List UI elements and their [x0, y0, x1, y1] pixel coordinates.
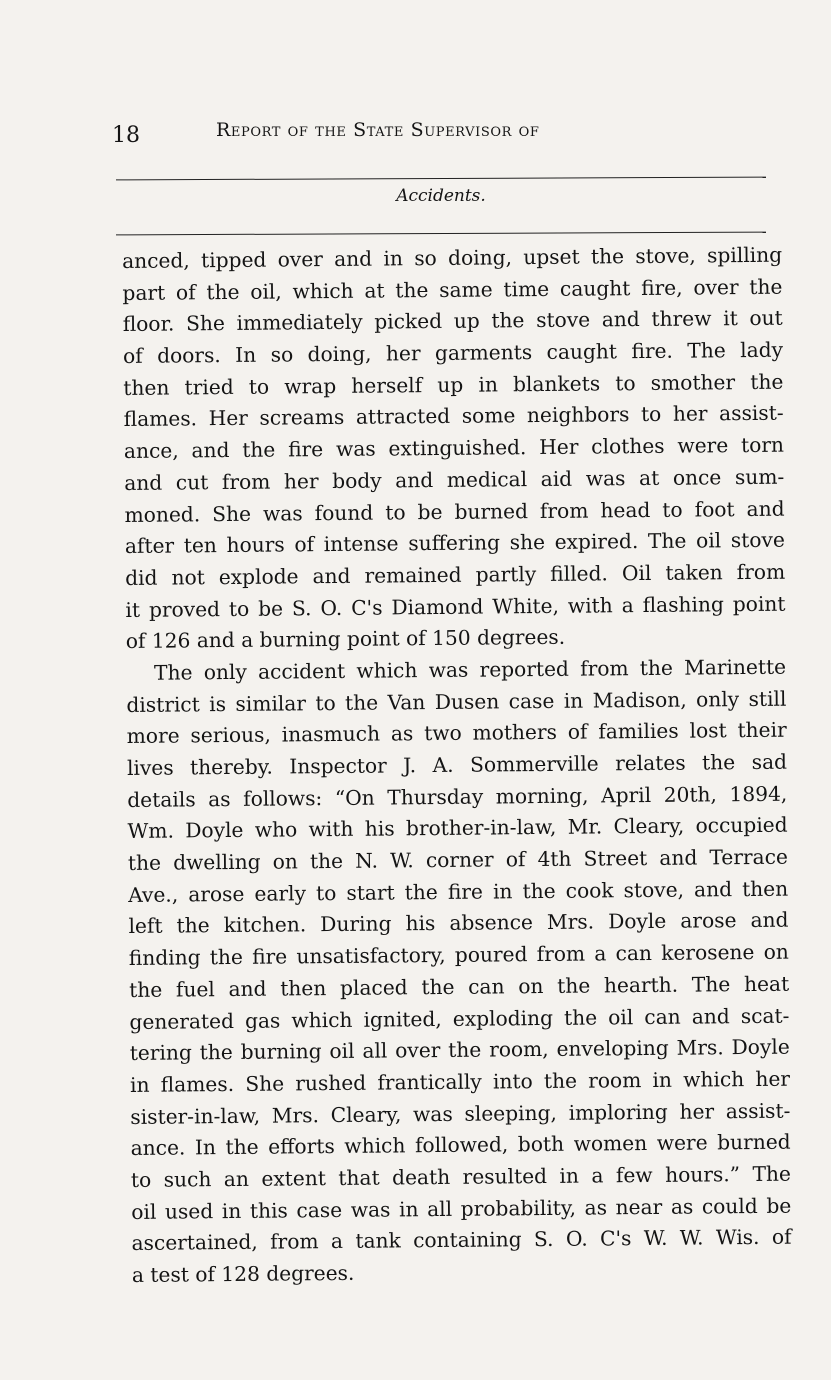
text-line: anced, tipped over and in so doing, upset the stove, spilling: [122, 242, 783, 273]
text-line: left the kitchen. During his absence Mrs. Doyle arose and: [128, 908, 789, 939]
text-line: a test of 128 degrees.: [131, 1260, 355, 1287]
text-line: and cut from her body and medical aid was at once sum-: [124, 464, 785, 495]
header-rule-bottom: [116, 232, 766, 236]
text-line: floor. She immediately picked up the stove and threw it out: [122, 306, 783, 337]
text-line: the fuel and then placed the can on the hearth. The heat: [129, 971, 790, 1002]
header-rule-top: [116, 177, 766, 181]
page-header: [112, 113, 772, 153]
text-line: tering the burning oil all over the room, enveloping Mrs. Doyle: [129, 1034, 790, 1066]
text-line: did not explode and remained partly filled. Oil taken from: [125, 559, 786, 590]
text-line: district is similar to the Van Dusen case in Madison, only still: [126, 686, 787, 717]
text-line: flames. Her screams attracted some neighbors to her assist-: [123, 401, 784, 432]
text-line: Wm. Doyle who with his brother-in-law, Mr. Cleary, occupied: [127, 813, 788, 844]
text-line: it proved to be S. O. C's Diamond White, with a flashing point: [125, 591, 786, 622]
text-line: more serious, inasmuch as two mothers of families lost their: [126, 717, 787, 749]
body-text: [122, 240, 792, 1292]
text-line: The only accident which was reported from the Marinette: [153, 654, 787, 685]
text-line: the dwelling on the N. W. corner of 4th Street and Terrace: [127, 844, 789, 876]
section-title: Accidents.: [396, 186, 486, 206]
paragraph: [126, 652, 792, 1292]
text-line: finding the fire unsatisfactory, poured from a can kerosene on: [128, 939, 789, 971]
text-line: ance, and the fire was extinguished. Her clothes were torn: [123, 432, 785, 464]
text-line: sister-in-law, Mrs. Cleary, was sleeping, imploring her assist-: [130, 1098, 791, 1129]
text-line: to such an extent that death resulted in a few hours.” The: [130, 1161, 792, 1192]
text-line: of 126 and a burning point of 150 degrees.: [125, 625, 566, 654]
text-line: in flames. She rushed frantically into the room in which her: [129, 1066, 791, 1097]
text-line: Ave., arose early to start the fire in the cook stove, and then: [128, 876, 789, 907]
text-line: part of the oil, which at the same time caught fire, over the: [122, 274, 783, 305]
text-line: ascertained, from a tank containing S. O. C's W. W. Wis. of: [131, 1224, 792, 1256]
text-line: oil used in this case was in all probability, as near as could be: [131, 1193, 792, 1224]
text-line: details as follows: “On Thursday morning, April 20th, 1894,: [127, 781, 788, 812]
text-line: then tried to wrap herself up in blankets to smother the: [123, 369, 784, 400]
page-number: 18: [112, 123, 140, 148]
text-line: ance. In the efforts which followed, both women were burned: [130, 1129, 791, 1161]
running-head: Report of the State Supervisor of: [216, 119, 540, 141]
text-line: moned. She was found to be burned from head to foot and: [124, 496, 785, 527]
text-line: generated gas which ignited, exploding the oil can and scat-: [129, 1003, 790, 1034]
text-line: lives thereby. Inspector J. A. Sommerville relates the sad: [126, 749, 788, 780]
text-line: of doors. In so doing, her garments caught fire. The lady: [122, 337, 784, 369]
text-line: after ten hours of intense suffering she expired. The oil stove: [124, 527, 785, 559]
paragraph: [122, 240, 786, 658]
